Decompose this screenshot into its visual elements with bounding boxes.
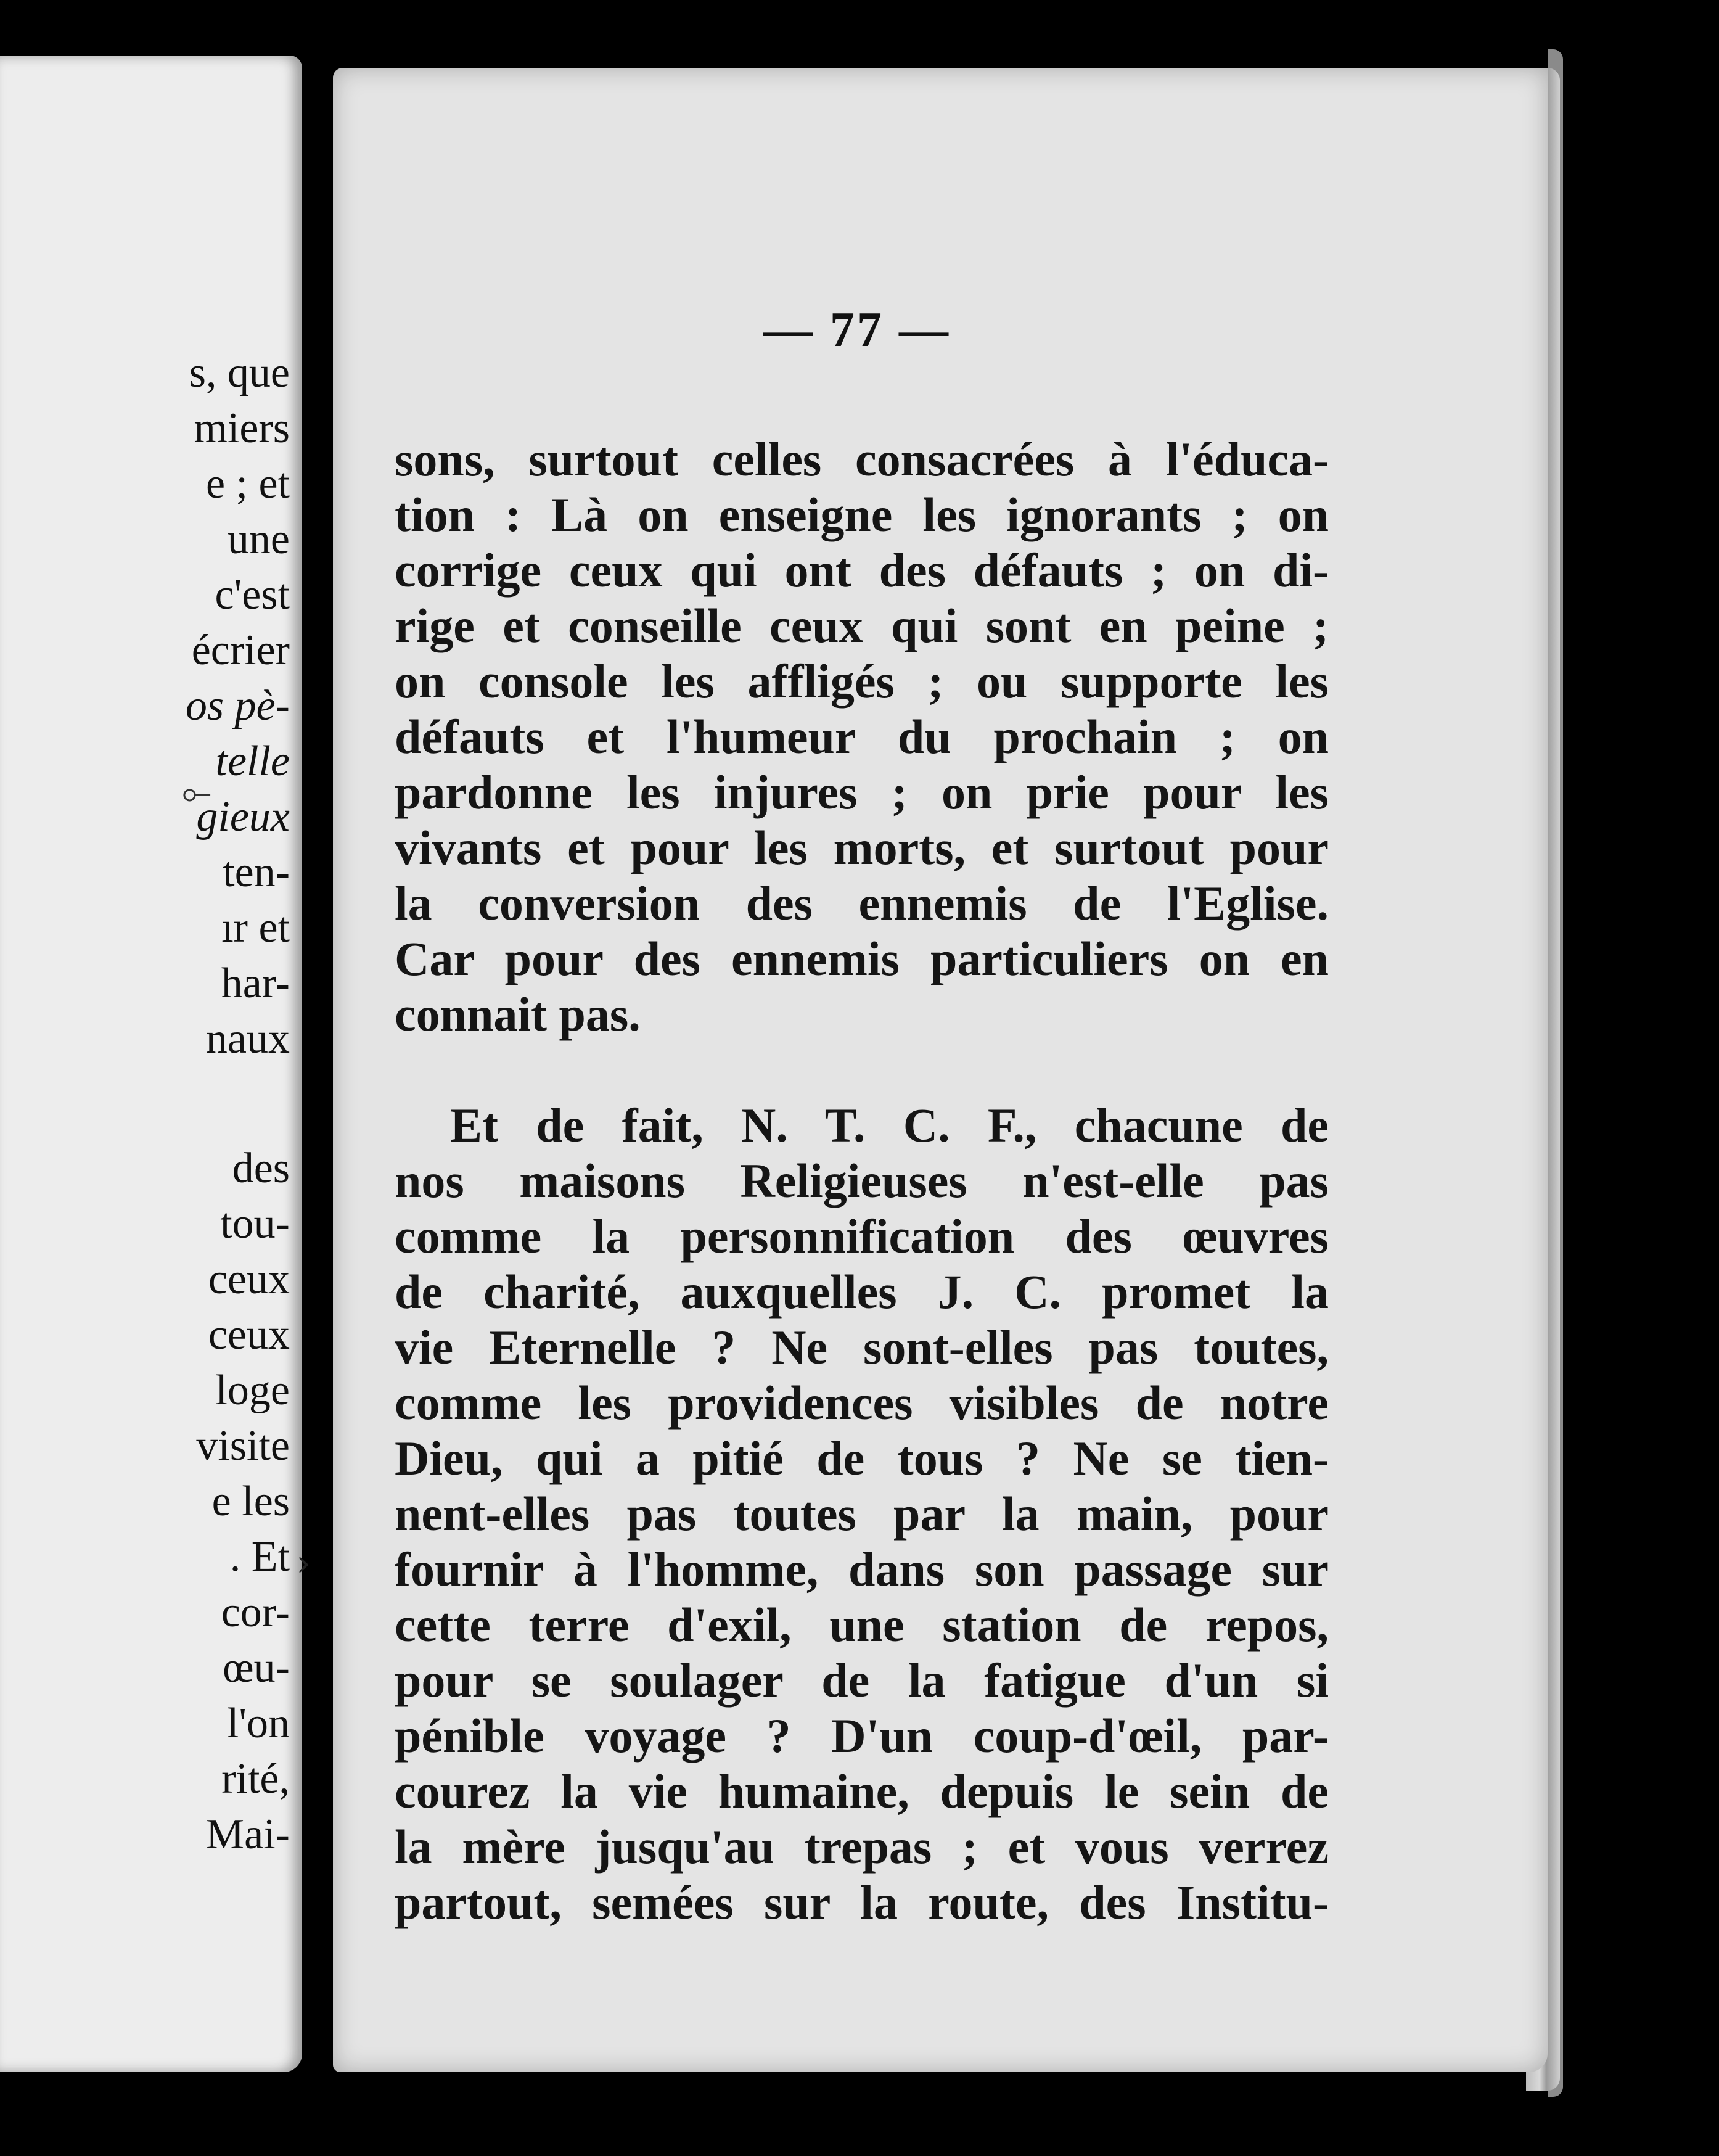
- left-page-line: . Et: [229, 1533, 290, 1581]
- left-page-line: ceux: [208, 1311, 290, 1359]
- left-page-line: cor-: [221, 1589, 290, 1636]
- left-page-line: une: [227, 516, 290, 563]
- left-page-line: gieux: [196, 793, 290, 841]
- paragraph-2: [395, 1098, 1329, 1930]
- left-page-line: œu-: [223, 1644, 290, 1692]
- text-line: on console les affligés ; ou supporte les: [395, 654, 1329, 708]
- book-gutter: [302, 74, 333, 2078]
- text-line: connait pas.: [395, 987, 641, 1041]
- text-line: corrige ceux qui ont des défauts ; on di-: [395, 543, 1329, 597]
- text-line: défauts et l'humeur du prochain ; on: [395, 710, 1329, 763]
- text-line: fournir à l'homme, dans son passage sur: [395, 1542, 1329, 1596]
- left-page-line: s, que: [189, 349, 290, 397]
- left-page-line: e les: [211, 1478, 290, 1525]
- text-line: pour se soulager de la fatigue d'un si: [395, 1653, 1329, 1707]
- left-page: [0, 56, 302, 2072]
- left-page-line: naux: [205, 1015, 290, 1063]
- left-page-line: ten-: [223, 849, 290, 896]
- left-page-line: loge: [215, 1367, 290, 1414]
- text-line: sons, surtout celles consacrées à l'éduca-: [395, 432, 1329, 486]
- left-page-line: telle: [215, 738, 290, 785]
- left-page-line: rité,: [221, 1755, 290, 1803]
- binding-thread-mark-2: ›: [296, 1542, 311, 1585]
- left-page-line: ır et: [221, 904, 290, 952]
- body-text: [395, 432, 1329, 1930]
- text-line: nent-elles pas toutes par la main, pour: [395, 1487, 1329, 1541]
- text-line: la conversion des ennemis de l'Eglise.: [395, 876, 1329, 930]
- left-page-line: e ; et: [205, 460, 290, 508]
- text-line: vivants et pour les morts, et surtout pour: [395, 821, 1329, 874]
- text-line: cette terre d'exil, une station de repos,: [395, 1598, 1329, 1652]
- text-line: de charité, auxquelles J. C. promet la: [395, 1265, 1329, 1319]
- text-line: nos maisons Religieuses n'est-elle pas: [395, 1154, 1329, 1208]
- left-page-line: har-: [221, 960, 290, 1007]
- left-page-line: os pè-: [185, 682, 290, 730]
- left-page-line: écrier: [191, 627, 290, 674]
- text-line: partout, semées sur la route, des Institu-: [395, 1875, 1329, 1929]
- text-line: courez la vie humaine, depuis le sein de: [395, 1764, 1329, 1818]
- paragraph-gap: [395, 1042, 1329, 1098]
- left-page-line: des: [232, 1145, 290, 1192]
- text-line: vie Eternelle ? Ne sont-elles pas toutes,: [395, 1320, 1329, 1374]
- left-page-line: visite: [196, 1422, 290, 1470]
- text-line: rige et conseille ceux qui sont en peine ;: [395, 599, 1329, 652]
- text-line: comme la personnification des œuvres: [395, 1209, 1329, 1263]
- text-line: pardonne les injures ; on prie pour les: [395, 765, 1329, 819]
- left-page-line: ceux: [208, 1256, 290, 1303]
- binding-thread-mark: ⟜: [182, 771, 211, 814]
- text-line: la mère jusqu'au trepas ; et vous verrez: [395, 1820, 1329, 1874]
- text-line: Car pour des ennemis particuliers on en: [395, 932, 1329, 985]
- left-page-line: c'est: [215, 571, 290, 619]
- paragraph-1: [395, 432, 1329, 1042]
- left-page-line: tou-: [220, 1200, 290, 1248]
- left-page-line: miers: [194, 405, 290, 452]
- text-line: Et de fait, N. T. C. F., chacune de: [450, 1098, 1329, 1152]
- text-line: comme les providences visibles de notre: [395, 1376, 1329, 1430]
- text-line: Dieu, qui a pitié de tous ? Ne se tien-: [395, 1431, 1329, 1485]
- page-number: — 77 —: [763, 303, 951, 357]
- text-line: pénible voyage ? D'un coup-d'œil, par-: [395, 1709, 1329, 1763]
- left-page-line: l'on: [226, 1700, 290, 1747]
- left-page-line: Mai-: [205, 1811, 290, 1858]
- text-line: tion : Là on enseigne les ignorants ; on: [395, 488, 1329, 541]
